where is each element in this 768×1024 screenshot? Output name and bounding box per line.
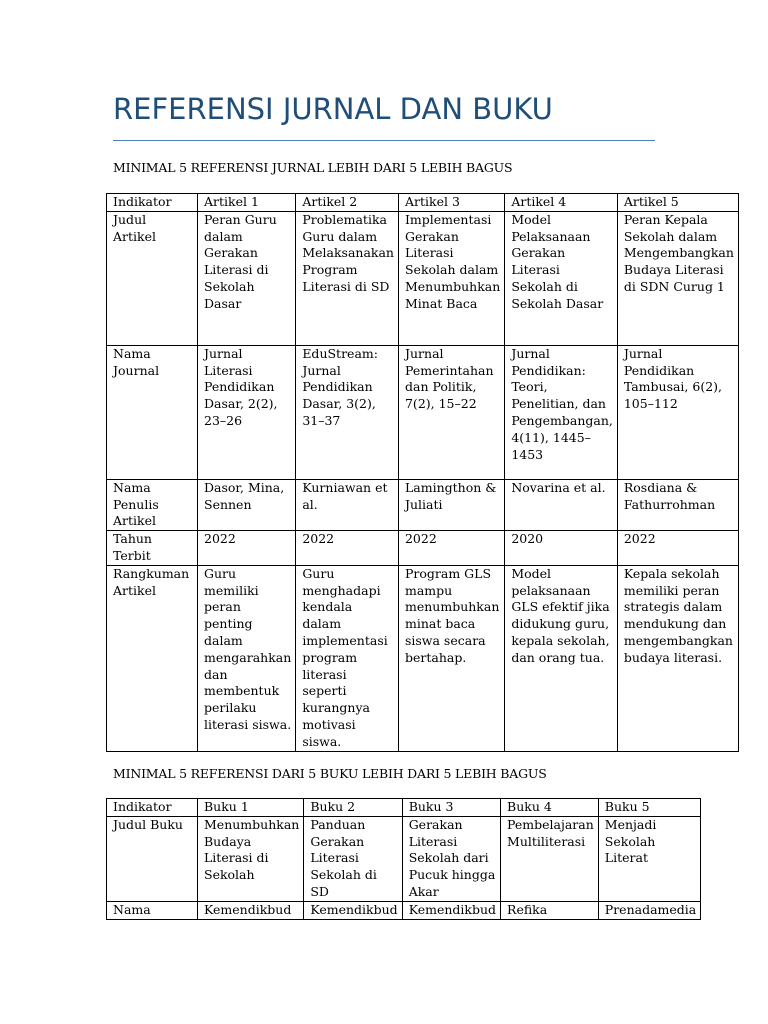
- table-row: [107, 479, 739, 530]
- table-cell: Panduan Gerakan Literasi Sekolah di SD: [304, 816, 402, 901]
- table-row: [107, 565, 739, 751]
- table-cell: 2022: [198, 531, 296, 566]
- table-cell: EduStream: Jurnal Pendidikan Dasar, 3(2), 31–37: [296, 345, 399, 479]
- table-cell: Peran Guru dalam Gerakan Literasi di Sekolah Dasar: [198, 211, 296, 345]
- table-row: [107, 531, 739, 566]
- table-cell: Peran Kepala Sekolah dalam Mengembangkan Budaya Literasi di SDN Curug 1: [617, 211, 738, 345]
- table-cell: Artikel 2: [296, 194, 399, 212]
- table-cell: Jurnal Pendidikan Tambusai, 6(2), 105–112: [617, 345, 738, 479]
- table-cell: Refika: [501, 901, 599, 919]
- table-cell: Buku 1: [198, 799, 304, 817]
- table-cell: Menjadi Sekolah Literat: [598, 816, 700, 901]
- table-row: [107, 816, 701, 901]
- table-cell: Jurnal Pemerintahan dan Politik, 7(2), 15–22: [398, 345, 504, 479]
- table-cell: Indikator: [107, 194, 198, 212]
- table-cell: Implementasi Gerakan Literasi Sekolah dalam Menumbuhkan Minat Baca: [398, 211, 504, 345]
- table-cell: Artikel 4: [505, 194, 618, 212]
- table-cell: Nama Journal: [107, 345, 198, 479]
- table-cell: Tahun Terbit: [107, 531, 198, 566]
- table-cell: Pembelajaran Multiliterasi: [501, 816, 599, 901]
- table-cell: Jurnal Pendidikan: Teori, Penelitian, dan Pengembangan, 4(11), 1445–1453: [505, 345, 618, 479]
- table-cell: Judul Artikel: [107, 211, 198, 345]
- table-cell: Artikel 5: [617, 194, 738, 212]
- table-cell: Guru menghadapi kendala dalam implementasi program literasi seperti kurangnya motivasi siswa.: [296, 565, 399, 751]
- table-cell: Kurniawan et al.: [296, 479, 399, 530]
- table-cell: Buku 3: [402, 799, 500, 817]
- table-cell: Gerakan Literasi Sekolah dari Pucuk hingga Akar: [402, 816, 500, 901]
- table-cell: Judul Buku: [107, 816, 198, 901]
- table-cell: Program GLS mampu menumbuhkan minat baca siswa secara bertahap.: [398, 565, 504, 751]
- table-cell: Menumbuhkan Budaya Literasi di Sekolah: [198, 816, 304, 901]
- table-row: [107, 211, 739, 345]
- table-cell: Nama Penulis Artikel: [107, 479, 198, 530]
- table-cell: Rosdiana & Fathurrohman: [617, 479, 738, 530]
- table-cell: Artikel 3: [398, 194, 504, 212]
- table-cell: Kemendikbud: [304, 901, 402, 919]
- table-cell: Rangkuman Artikel: [107, 565, 198, 751]
- table-cell: Problematika Guru dalam Melaksanakan Program Literasi di SD: [296, 211, 399, 345]
- table-header-row: [107, 194, 739, 212]
- table-cell: Dasor, Mina, Sennen: [198, 479, 296, 530]
- title-underline: [113, 140, 655, 141]
- book-section-heading: MINIMAL 5 REFERENSI DARI 5 BUKU LEBIH DARI 5 LEBIH BAGUS: [113, 766, 547, 781]
- table-cell: Indikator: [107, 799, 198, 817]
- table-row: [107, 345, 739, 479]
- table-cell: 2022: [296, 531, 399, 566]
- table-cell: Buku 5: [598, 799, 700, 817]
- table-cell: Kemendikbud: [402, 901, 500, 919]
- table-cell: 2022: [398, 531, 504, 566]
- table-cell: Prenadamedia: [598, 901, 700, 919]
- table-cell: Buku 4: [501, 799, 599, 817]
- table-cell: Kemendikbud: [198, 901, 304, 919]
- table-cell: Jurnal Literasi Pendidikan Dasar, 2(2), 23–26: [198, 345, 296, 479]
- table-cell: 2022: [617, 531, 738, 566]
- table-cell: Novarina et al.: [505, 479, 618, 530]
- table-cell: Model pelaksanaan GLS efektif jika didukung guru, kepala sekolah, dan orang tua.: [505, 565, 618, 751]
- table-cell: Kepala sekolah memiliki peran strategis dalam mendukung dan mengembangkan budaya literasi.: [617, 565, 738, 751]
- table-cell: Lamingthon & Juliati: [398, 479, 504, 530]
- table-row: [107, 901, 701, 919]
- table-cell: Nama: [107, 901, 198, 919]
- page-title: REFERENSI JURNAL DAN BUKU: [113, 92, 553, 126]
- table-cell: Model Pelaksanaan Gerakan Literasi Sekolah di Sekolah Dasar: [505, 211, 618, 345]
- table-header-row: [107, 799, 701, 817]
- table-cell: Artikel 1: [198, 194, 296, 212]
- journal-section-heading: MINIMAL 5 REFERENSI JURNAL LEBIH DARI 5 LEBIH BAGUS: [113, 160, 513, 175]
- journal-reference-table: [106, 193, 739, 752]
- book-reference-table: [106, 798, 701, 920]
- table-cell: Guru memiliki peran penting dalam mengarahkan dan membentuk perilaku literasi siswa.: [198, 565, 296, 751]
- table-cell: 2020: [505, 531, 618, 566]
- table-cell: Buku 2: [304, 799, 402, 817]
